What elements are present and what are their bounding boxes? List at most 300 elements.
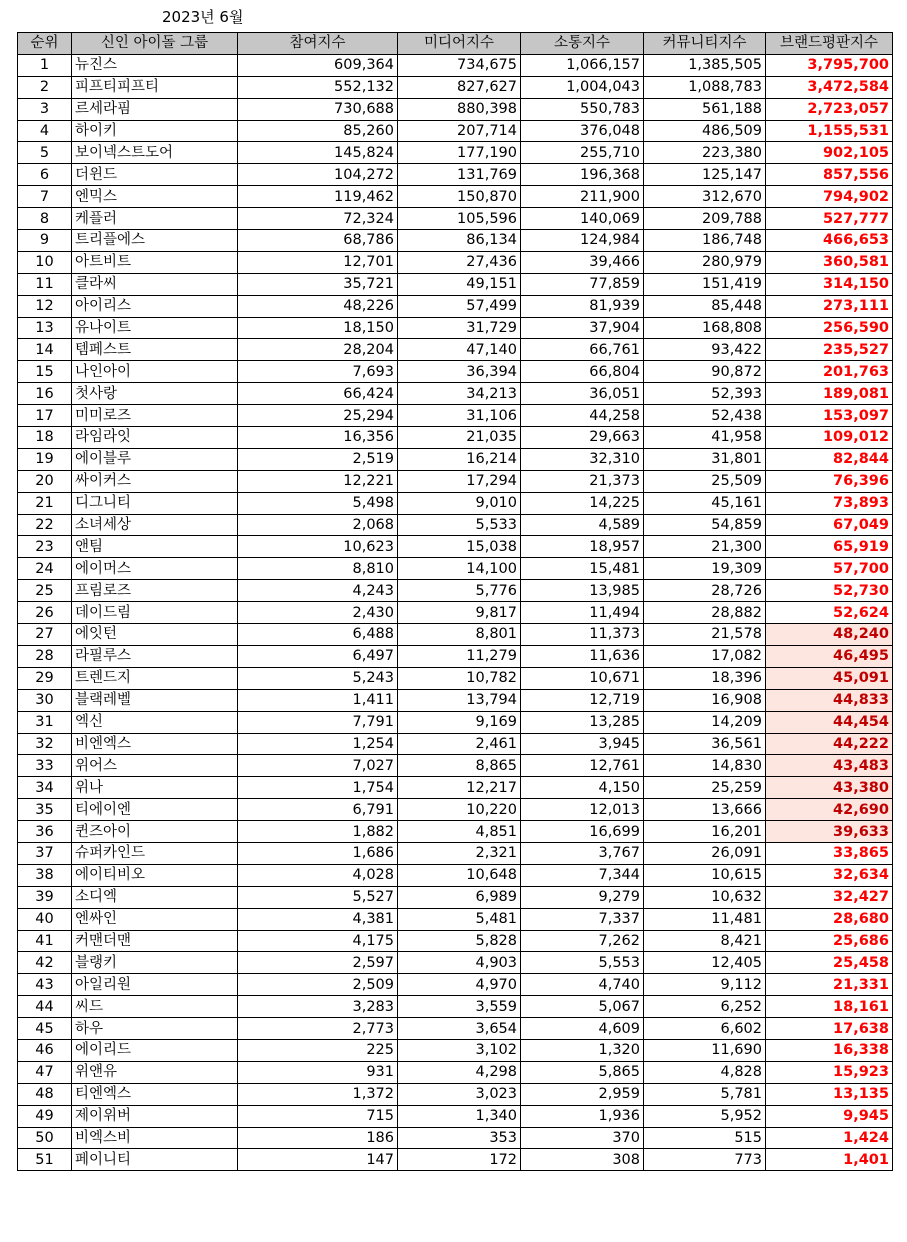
- brand-reputation-cell: 42,690: [766, 799, 893, 821]
- media-cell: 5,481: [398, 908, 521, 930]
- communication-cell: 7,344: [521, 864, 644, 886]
- rank-cell: 48: [18, 1083, 72, 1105]
- brand-reputation-cell: 76,396: [766, 470, 893, 492]
- brand-reputation-cell: 25,686: [766, 930, 893, 952]
- brand-reputation-cell: 466,653: [766, 230, 893, 252]
- brand-reputation-cell: 65,919: [766, 536, 893, 558]
- communication-cell: 7,262: [521, 930, 644, 952]
- community-cell: 21,578: [644, 624, 766, 646]
- table-row: [18, 689, 893, 711]
- community-cell: 151,419: [644, 273, 766, 295]
- community-cell: 14,830: [644, 755, 766, 777]
- table-row: [18, 448, 893, 470]
- table-row: [18, 470, 893, 492]
- rank-cell: 47: [18, 1061, 72, 1083]
- communication-cell: 1,004,043: [521, 76, 644, 98]
- rank-cell: 6: [18, 164, 72, 186]
- participation-cell: 1,754: [238, 777, 398, 799]
- participation-cell: 931: [238, 1061, 398, 1083]
- communication-cell: 11,494: [521, 602, 644, 624]
- brand-reputation-cell: 25,458: [766, 952, 893, 974]
- communication-cell: 12,761: [521, 755, 644, 777]
- rank-cell: 44: [18, 996, 72, 1018]
- brand-reputation-cell: 235,527: [766, 339, 893, 361]
- brand-reputation-table: [17, 32, 893, 1171]
- rank-cell: 39: [18, 886, 72, 908]
- table-row: [18, 536, 893, 558]
- brand-reputation-cell: 52,624: [766, 602, 893, 624]
- community-cell: 6,602: [644, 1018, 766, 1040]
- brand-reputation-cell: 794,902: [766, 186, 893, 208]
- rank-cell: 14: [18, 339, 72, 361]
- group-name-cell: 케플러: [72, 208, 238, 230]
- media-cell: 177,190: [398, 142, 521, 164]
- media-cell: 353: [398, 1127, 521, 1149]
- participation-cell: 2,509: [238, 974, 398, 996]
- participation-cell: 10,623: [238, 536, 398, 558]
- table-row: [18, 1061, 893, 1083]
- rank-cell: 4: [18, 120, 72, 142]
- group-name-cell: 소디엑: [72, 886, 238, 908]
- participation-cell: 18,150: [238, 317, 398, 339]
- group-name-cell: 페이니티: [72, 1149, 238, 1171]
- rank-cell: 5: [18, 142, 72, 164]
- community-cell: 773: [644, 1149, 766, 1171]
- table-row: [18, 251, 893, 273]
- participation-cell: 7,791: [238, 711, 398, 733]
- rank-cell: 33: [18, 755, 72, 777]
- media-cell: 172: [398, 1149, 521, 1171]
- group-name-cell: 앤팀: [72, 536, 238, 558]
- communication-cell: 81,939: [521, 295, 644, 317]
- community-cell: 28,726: [644, 580, 766, 602]
- communication-cell: 11,373: [521, 624, 644, 646]
- community-cell: 10,615: [644, 864, 766, 886]
- table-row: [18, 624, 893, 646]
- group-name-cell: 더윈드: [72, 164, 238, 186]
- media-cell: 57,499: [398, 295, 521, 317]
- brand-reputation-cell: 48,240: [766, 624, 893, 646]
- community-cell: 6,252: [644, 996, 766, 1018]
- communication-cell: 5,067: [521, 996, 644, 1018]
- table-row: [18, 821, 893, 843]
- rank-cell: 30: [18, 689, 72, 711]
- group-name-cell: 트렌드지: [72, 667, 238, 689]
- table-row: [18, 295, 893, 317]
- communication-cell: 3,945: [521, 733, 644, 755]
- brand-reputation-cell: 201,763: [766, 361, 893, 383]
- table-row: [18, 952, 893, 974]
- table-row: [18, 799, 893, 821]
- communication-cell: 12,719: [521, 689, 644, 711]
- participation-cell: 7,027: [238, 755, 398, 777]
- communication-cell: 255,710: [521, 142, 644, 164]
- group-name-cell: 소녀세상: [72, 514, 238, 536]
- community-cell: 5,781: [644, 1083, 766, 1105]
- participation-cell: 1,254: [238, 733, 398, 755]
- participation-cell: 6,791: [238, 799, 398, 821]
- community-cell: 26,091: [644, 842, 766, 864]
- community-cell: 25,509: [644, 470, 766, 492]
- table-row: [18, 1127, 893, 1149]
- group-name-cell: 라임라잇: [72, 427, 238, 449]
- communication-cell: 16,699: [521, 821, 644, 843]
- table-row: [18, 580, 893, 602]
- table-row: [18, 908, 893, 930]
- group-name-cell: 나인아이: [72, 361, 238, 383]
- rank-cell: 49: [18, 1105, 72, 1127]
- media-cell: 880,398: [398, 98, 521, 120]
- brand-reputation-cell: 527,777: [766, 208, 893, 230]
- rank-cell: 21: [18, 492, 72, 514]
- media-cell: 150,870: [398, 186, 521, 208]
- community-cell: 36,561: [644, 733, 766, 755]
- communication-cell: 4,740: [521, 974, 644, 996]
- rank-cell: 3: [18, 98, 72, 120]
- brand-reputation-cell: 153,097: [766, 405, 893, 427]
- table-row: [18, 230, 893, 252]
- rank-cell: 42: [18, 952, 72, 974]
- media-cell: 49,151: [398, 273, 521, 295]
- group-name-cell: 미미로즈: [72, 405, 238, 427]
- community-cell: 11,690: [644, 1039, 766, 1061]
- group-name-cell: 아일리원: [72, 974, 238, 996]
- participation-cell: 119,462: [238, 186, 398, 208]
- communication-cell: 9,279: [521, 886, 644, 908]
- group-name-cell: 티엔엑스: [72, 1083, 238, 1105]
- group-name-cell: 르세라핌: [72, 98, 238, 120]
- group-name-cell: 블랭키: [72, 952, 238, 974]
- table-row: [18, 383, 893, 405]
- rank-cell: 40: [18, 908, 72, 930]
- group-name-cell: 에이티비오: [72, 864, 238, 886]
- table-row: [18, 405, 893, 427]
- communication-cell: 1,936: [521, 1105, 644, 1127]
- media-cell: 9,169: [398, 711, 521, 733]
- participation-cell: 28,204: [238, 339, 398, 361]
- participation-cell: 5,243: [238, 667, 398, 689]
- communication-cell: 13,985: [521, 580, 644, 602]
- table-row: [18, 886, 893, 908]
- table-row: [18, 930, 893, 952]
- community-cell: 17,082: [644, 645, 766, 667]
- group-name-cell: 퀸즈아이: [72, 821, 238, 843]
- rank-cell: 51: [18, 1149, 72, 1171]
- communication-cell: 44,258: [521, 405, 644, 427]
- participation-cell: 5,527: [238, 886, 398, 908]
- table-row: [18, 186, 893, 208]
- brand-reputation-cell: 21,331: [766, 974, 893, 996]
- participation-cell: 145,824: [238, 142, 398, 164]
- header-community: 커뮤니티지수: [644, 33, 766, 55]
- brand-reputation-cell: 16,338: [766, 1039, 893, 1061]
- community-cell: 561,188: [644, 98, 766, 120]
- communication-cell: 196,368: [521, 164, 644, 186]
- communication-cell: 5,865: [521, 1061, 644, 1083]
- rank-cell: 13: [18, 317, 72, 339]
- media-cell: 34,213: [398, 383, 521, 405]
- table-row: [18, 667, 893, 689]
- media-cell: 12,217: [398, 777, 521, 799]
- communication-cell: 66,761: [521, 339, 644, 361]
- group-name-cell: 엑신: [72, 711, 238, 733]
- brand-reputation-cell: 67,049: [766, 514, 893, 536]
- participation-cell: 5,498: [238, 492, 398, 514]
- media-cell: 10,782: [398, 667, 521, 689]
- participation-cell: 147: [238, 1149, 398, 1171]
- group-name-cell: 피프티피프티: [72, 76, 238, 98]
- media-cell: 8,801: [398, 624, 521, 646]
- table-row: [18, 842, 893, 864]
- table-row: [18, 339, 893, 361]
- communication-cell: 15,481: [521, 558, 644, 580]
- community-cell: 1,088,783: [644, 76, 766, 98]
- table-row: [18, 273, 893, 295]
- group-name-cell: 데이드림: [72, 602, 238, 624]
- media-cell: 27,436: [398, 251, 521, 273]
- table-row: [18, 120, 893, 142]
- brand-reputation-cell: 33,865: [766, 842, 893, 864]
- group-name-cell: 비엑스비: [72, 1127, 238, 1149]
- participation-cell: 1,882: [238, 821, 398, 843]
- media-cell: 827,627: [398, 76, 521, 98]
- participation-cell: 72,324: [238, 208, 398, 230]
- rank-cell: 18: [18, 427, 72, 449]
- brand-reputation-cell: 109,012: [766, 427, 893, 449]
- communication-cell: 37,904: [521, 317, 644, 339]
- brand-reputation-cell: 82,844: [766, 448, 893, 470]
- participation-cell: 4,175: [238, 930, 398, 952]
- header-communication: 소통지수: [521, 33, 644, 55]
- media-cell: 3,654: [398, 1018, 521, 1040]
- group-name-cell: 에이머스: [72, 558, 238, 580]
- participation-cell: 6,497: [238, 645, 398, 667]
- participation-cell: 12,701: [238, 251, 398, 273]
- table-row: [18, 864, 893, 886]
- table-row: [18, 164, 893, 186]
- table-row: [18, 427, 893, 449]
- brand-reputation-cell: 2,723,057: [766, 98, 893, 120]
- communication-cell: 11,636: [521, 645, 644, 667]
- header-media: 미디어지수: [398, 33, 521, 55]
- group-name-cell: 아이리스: [72, 295, 238, 317]
- community-cell: 90,872: [644, 361, 766, 383]
- group-name-cell: 프림로즈: [72, 580, 238, 602]
- rank-cell: 15: [18, 361, 72, 383]
- group-name-cell: 하이키: [72, 120, 238, 142]
- communication-cell: 18,957: [521, 536, 644, 558]
- group-name-cell: 씨드: [72, 996, 238, 1018]
- brand-reputation-cell: 314,150: [766, 273, 893, 295]
- community-cell: 11,481: [644, 908, 766, 930]
- participation-cell: 2,068: [238, 514, 398, 536]
- header-brand-reputation: 브랜드평판지수: [766, 33, 893, 55]
- participation-cell: 2,430: [238, 602, 398, 624]
- participation-cell: 2,597: [238, 952, 398, 974]
- communication-cell: 10,671: [521, 667, 644, 689]
- community-cell: 52,438: [644, 405, 766, 427]
- brand-reputation-cell: 857,556: [766, 164, 893, 186]
- media-cell: 31,106: [398, 405, 521, 427]
- header-participation: 참여지수: [238, 33, 398, 55]
- communication-cell: 4,150: [521, 777, 644, 799]
- media-cell: 47,140: [398, 339, 521, 361]
- brand-reputation-cell: 43,380: [766, 777, 893, 799]
- brand-reputation-cell: 15,923: [766, 1061, 893, 1083]
- brand-reputation-cell: 44,222: [766, 733, 893, 755]
- media-cell: 5,828: [398, 930, 521, 952]
- communication-cell: 376,048: [521, 120, 644, 142]
- group-name-cell: 보이넥스트도어: [72, 142, 238, 164]
- rank-cell: 1: [18, 54, 72, 76]
- community-cell: 19,309: [644, 558, 766, 580]
- media-cell: 734,675: [398, 54, 521, 76]
- rank-cell: 46: [18, 1039, 72, 1061]
- brand-reputation-cell: 44,454: [766, 711, 893, 733]
- brand-reputation-cell: 3,472,584: [766, 76, 893, 98]
- participation-cell: 68,786: [238, 230, 398, 252]
- group-name-cell: 라필루스: [72, 645, 238, 667]
- community-cell: 312,670: [644, 186, 766, 208]
- group-name-cell: 트리플에스: [72, 230, 238, 252]
- table-row: [18, 1039, 893, 1061]
- table-row: [18, 711, 893, 733]
- group-name-cell: 위앤유: [72, 1061, 238, 1083]
- communication-cell: 66,804: [521, 361, 644, 383]
- rank-cell: 45: [18, 1018, 72, 1040]
- participation-cell: 186: [238, 1127, 398, 1149]
- group-name-cell: 클라씨: [72, 273, 238, 295]
- media-cell: 10,648: [398, 864, 521, 886]
- media-cell: 5,776: [398, 580, 521, 602]
- rank-cell: 26: [18, 602, 72, 624]
- group-name-cell: 위나: [72, 777, 238, 799]
- table-row: [18, 98, 893, 120]
- communication-cell: 14,225: [521, 492, 644, 514]
- brand-reputation-cell: 52,730: [766, 580, 893, 602]
- rank-cell: 38: [18, 864, 72, 886]
- media-cell: 36,394: [398, 361, 521, 383]
- community-cell: 85,448: [644, 295, 766, 317]
- group-name-cell: 에이블루: [72, 448, 238, 470]
- group-name-cell: 싸이커스: [72, 470, 238, 492]
- communication-cell: 140,069: [521, 208, 644, 230]
- group-name-cell: 하우: [72, 1018, 238, 1040]
- community-cell: 486,509: [644, 120, 766, 142]
- rank-cell: 32: [18, 733, 72, 755]
- group-name-cell: 블랙레벨: [72, 689, 238, 711]
- rank-cell: 10: [18, 251, 72, 273]
- rank-cell: 7: [18, 186, 72, 208]
- rank-cell: 8: [18, 208, 72, 230]
- participation-cell: 16,356: [238, 427, 398, 449]
- media-cell: 207,714: [398, 120, 521, 142]
- brand-reputation-cell: 46,495: [766, 645, 893, 667]
- community-cell: 16,201: [644, 821, 766, 843]
- participation-cell: 4,381: [238, 908, 398, 930]
- participation-cell: 8,810: [238, 558, 398, 580]
- media-cell: 31,729: [398, 317, 521, 339]
- group-name-cell: 제이위버: [72, 1105, 238, 1127]
- rank-cell: 24: [18, 558, 72, 580]
- group-name-cell: 위어스: [72, 755, 238, 777]
- participation-cell: 1,411: [238, 689, 398, 711]
- brand-reputation-cell: 273,111: [766, 295, 893, 317]
- group-name-cell: 비엔엑스: [72, 733, 238, 755]
- brand-reputation-cell: 32,427: [766, 886, 893, 908]
- brand-reputation-cell: 32,634: [766, 864, 893, 886]
- brand-reputation-cell: 902,105: [766, 142, 893, 164]
- community-cell: 280,979: [644, 251, 766, 273]
- participation-cell: 66,424: [238, 383, 398, 405]
- rank-cell: 36: [18, 821, 72, 843]
- communication-cell: 211,900: [521, 186, 644, 208]
- group-name-cell: 첫사랑: [72, 383, 238, 405]
- table-row: [18, 1149, 893, 1171]
- participation-cell: 85,260: [238, 120, 398, 142]
- rank-cell: 34: [18, 777, 72, 799]
- community-cell: 12,405: [644, 952, 766, 974]
- brand-reputation-cell: 73,893: [766, 492, 893, 514]
- table-row: [18, 602, 893, 624]
- brand-reputation-cell: 1,155,531: [766, 120, 893, 142]
- media-cell: 11,279: [398, 645, 521, 667]
- participation-cell: 715: [238, 1105, 398, 1127]
- table-row: [18, 76, 893, 98]
- participation-cell: 48,226: [238, 295, 398, 317]
- participation-cell: 25,294: [238, 405, 398, 427]
- table-row: [18, 514, 893, 536]
- community-cell: 52,393: [644, 383, 766, 405]
- header-rank: 순위: [18, 33, 72, 55]
- rank-cell: 22: [18, 514, 72, 536]
- participation-cell: 2,519: [238, 448, 398, 470]
- brand-reputation-cell: 17,638: [766, 1018, 893, 1040]
- media-cell: 15,038: [398, 536, 521, 558]
- participation-cell: 4,028: [238, 864, 398, 886]
- participation-cell: 1,686: [238, 842, 398, 864]
- table-row: [18, 54, 893, 76]
- community-cell: 186,748: [644, 230, 766, 252]
- rank-cell: 2: [18, 76, 72, 98]
- media-cell: 4,298: [398, 1061, 521, 1083]
- header-group: 신인 아이돌 그룹: [72, 33, 238, 55]
- table-row: [18, 208, 893, 230]
- brand-reputation-cell: 256,590: [766, 317, 893, 339]
- communication-cell: 1,320: [521, 1039, 644, 1061]
- table-row: [18, 317, 893, 339]
- media-cell: 21,035: [398, 427, 521, 449]
- participation-cell: 730,688: [238, 98, 398, 120]
- group-name-cell: 뉴진스: [72, 54, 238, 76]
- table-row: [18, 361, 893, 383]
- table-row: [18, 1083, 893, 1105]
- media-cell: 105,596: [398, 208, 521, 230]
- table-row: [18, 1018, 893, 1040]
- media-cell: 1,340: [398, 1105, 521, 1127]
- media-cell: 2,321: [398, 842, 521, 864]
- communication-cell: 32,310: [521, 448, 644, 470]
- rank-cell: 37: [18, 842, 72, 864]
- community-cell: 54,859: [644, 514, 766, 536]
- group-name-cell: 에잇턴: [72, 624, 238, 646]
- table-row: [18, 755, 893, 777]
- communication-cell: 7,337: [521, 908, 644, 930]
- table-row: [18, 558, 893, 580]
- community-cell: 4,828: [644, 1061, 766, 1083]
- community-cell: 21,300: [644, 536, 766, 558]
- brand-reputation-cell: 45,091: [766, 667, 893, 689]
